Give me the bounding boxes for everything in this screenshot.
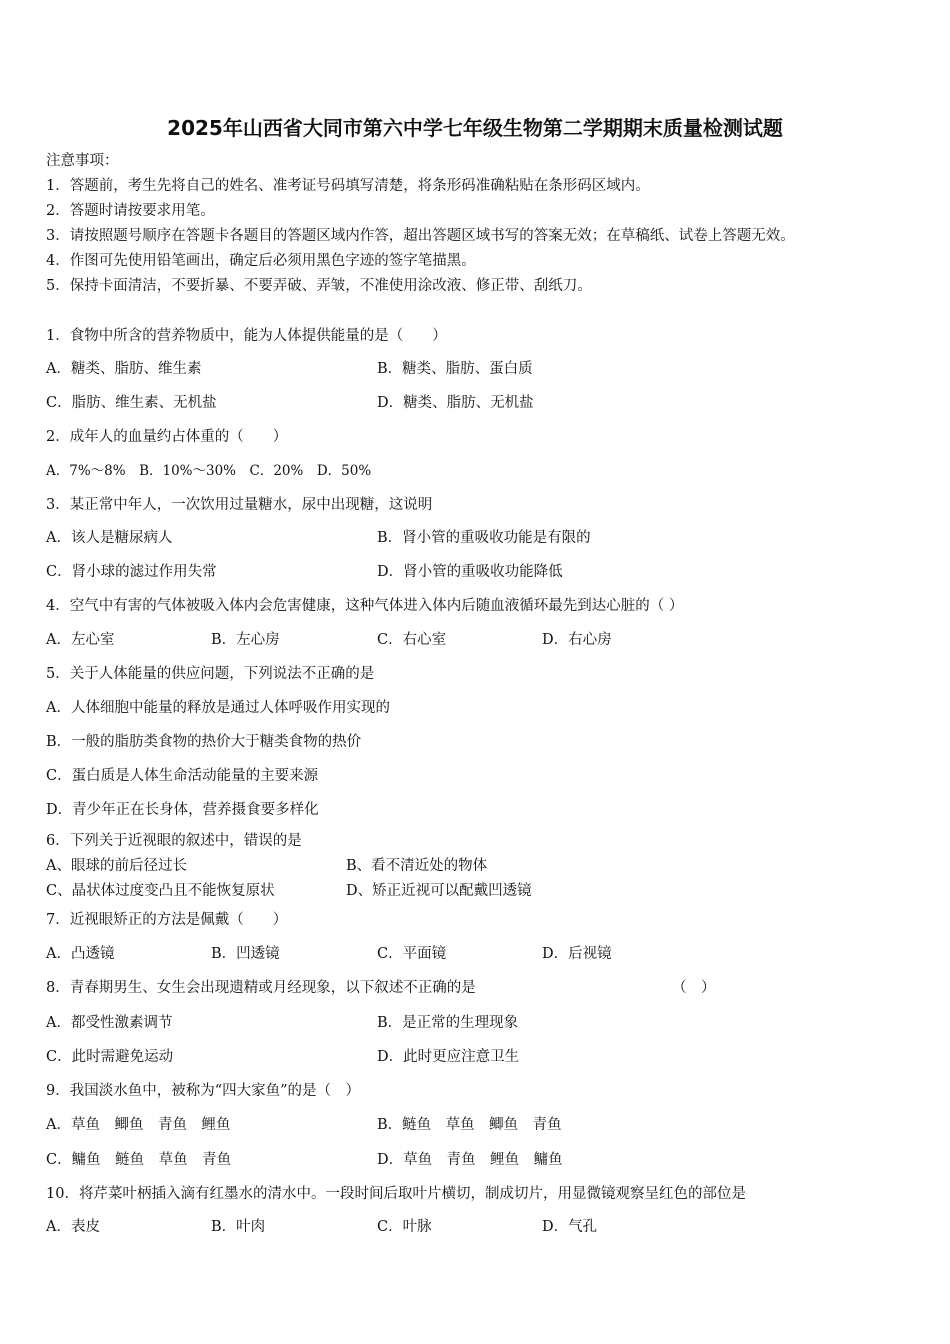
option: C．蛋白质是人体生命活动能量的主要来源 xyxy=(46,768,319,784)
question-stem: 2．成年人的血量约占体重的（ ） xyxy=(46,429,288,445)
option: C．右心室 xyxy=(377,632,447,648)
option: D．此时更应注意卫生 xyxy=(377,1049,520,1065)
option: C．此时需避免运动 xyxy=(46,1049,174,1065)
options-line: A．7%～8% B．10%～30% C．20% D．50% xyxy=(46,463,372,479)
option: A．草鱼 鲫鱼 青鱼 鲤鱼 xyxy=(46,1117,231,1133)
option: B．是正常的生理现象 xyxy=(377,1015,519,1031)
question-stem: 3．某正常中年人，一次饮用过量糖水，尿中出现糖，这说明 xyxy=(46,497,433,513)
answer-paren: （ ） xyxy=(672,980,716,996)
option: C．叶脉 xyxy=(377,1219,432,1235)
option: C．平面镜 xyxy=(377,946,447,962)
option: D．糖类、脂肪、无机盐 xyxy=(377,395,534,411)
notice-item: 5．保持卡面清洁，不要折暴、不要弄破、弄皱，不准使用涂改液、修正带、刮纸刀。 xyxy=(46,278,592,294)
page-title: 2025年山西省大同市第六中学七年级生物第二学期期末质量检测试题 xyxy=(167,116,783,140)
notice-heading: 注意事项： xyxy=(46,153,119,169)
notice-item: 3．请按照题号顺序在答题卡各题目的答题区域内作答，超出答题区域书写的答案无效；在草稿纸、试卷上答题无效。 xyxy=(46,228,795,244)
option: D．气孔 xyxy=(542,1219,598,1235)
option: B．糖类、脂肪、蛋白质 xyxy=(377,361,533,377)
option: B、看不清近处的物体 xyxy=(346,858,488,874)
option: A．都受性激素调节 xyxy=(46,1015,173,1031)
option: B．凹透镜 xyxy=(211,946,280,962)
question-stem: 6．下列关于近视眼的叙述中，错误的是 xyxy=(46,833,302,849)
question-stem: 10．将芹菜叶柄插入滴有红墨水的清水中。一段时间后取叶片横切，制成切片，用显微镜观察呈红色的部位是 xyxy=(46,1186,746,1202)
option: C、晶状体过度变凸且不能恢复原状 xyxy=(46,883,275,899)
option: A、眼球的前后径过长 xyxy=(46,858,187,874)
question-stem: 1．食物中所含的营养物质中，能为人体提供能量的是（ ） xyxy=(46,328,447,344)
question-stem: 9．我国淡水鱼中，被称为“四大家鱼”的是（ ） xyxy=(46,1083,361,1099)
option: A．凸透镜 xyxy=(46,946,115,962)
option: B．左心房 xyxy=(211,632,280,648)
option: B．一般的脂肪类食物的热价大于糖类食物的热价 xyxy=(46,734,362,750)
option: A．表皮 xyxy=(46,1219,100,1235)
option: D．后视镜 xyxy=(542,946,612,962)
option: D、矫正近视可以配戴凹透镜 xyxy=(346,883,532,899)
option: C．肾小球的滤过作用失常 xyxy=(46,564,217,580)
option: D．草鱼 青鱼 鲤鱼 鳙鱼 xyxy=(377,1152,563,1168)
question-stem: 5．关于人体能量的供应问题，下列说法不正确的是 xyxy=(46,666,375,682)
option: B．叶肉 xyxy=(211,1219,266,1235)
question-stem: 7．近视眼矫正的方法是佩戴（ ） xyxy=(46,912,288,928)
option: A．人体细胞中能量的释放是通过人体呼吸作用实现的 xyxy=(46,700,390,716)
option: B．鲢鱼 草鱼 鲫鱼 青鱼 xyxy=(377,1117,562,1133)
notice-item: 2．答题时请按要求用笔。 xyxy=(46,203,215,219)
option: C．鳙鱼 鲢鱼 草鱼 青鱼 xyxy=(46,1152,232,1168)
notice-item: 4．作图可先使用铅笔画出，确定后必须用黑色字迹的签字笔描黑。 xyxy=(46,253,476,269)
option: A．糖类、脂肪、维生素 xyxy=(46,361,202,377)
question-stem: 8．青春期男生、女生会出现遗精或月经现象，以下叙述不正确的是 xyxy=(46,980,476,996)
option: A．左心室 xyxy=(46,632,115,648)
notice-item: 1．答题前，考生先将自己的姓名、准考证号码填写清楚，将条形码准确粘贴在条形码区域内。 xyxy=(46,178,650,194)
option: B．肾小管的重吸收功能是有限的 xyxy=(377,530,591,546)
option: A．该人是糖尿病人 xyxy=(46,530,173,546)
option: D．右心房 xyxy=(542,632,612,648)
option: D．肾小管的重吸收功能降低 xyxy=(377,564,563,580)
option: D．青少年正在长身体，营养摄食要多样化 xyxy=(46,802,319,818)
question-stem: 4．空气中有害的气体被吸入体内会危害健康，这种气体进入体内后随血液循环最先到达心脏的（ ） xyxy=(46,598,684,614)
option: C．脂肪、维生素、无机盐 xyxy=(46,395,217,411)
